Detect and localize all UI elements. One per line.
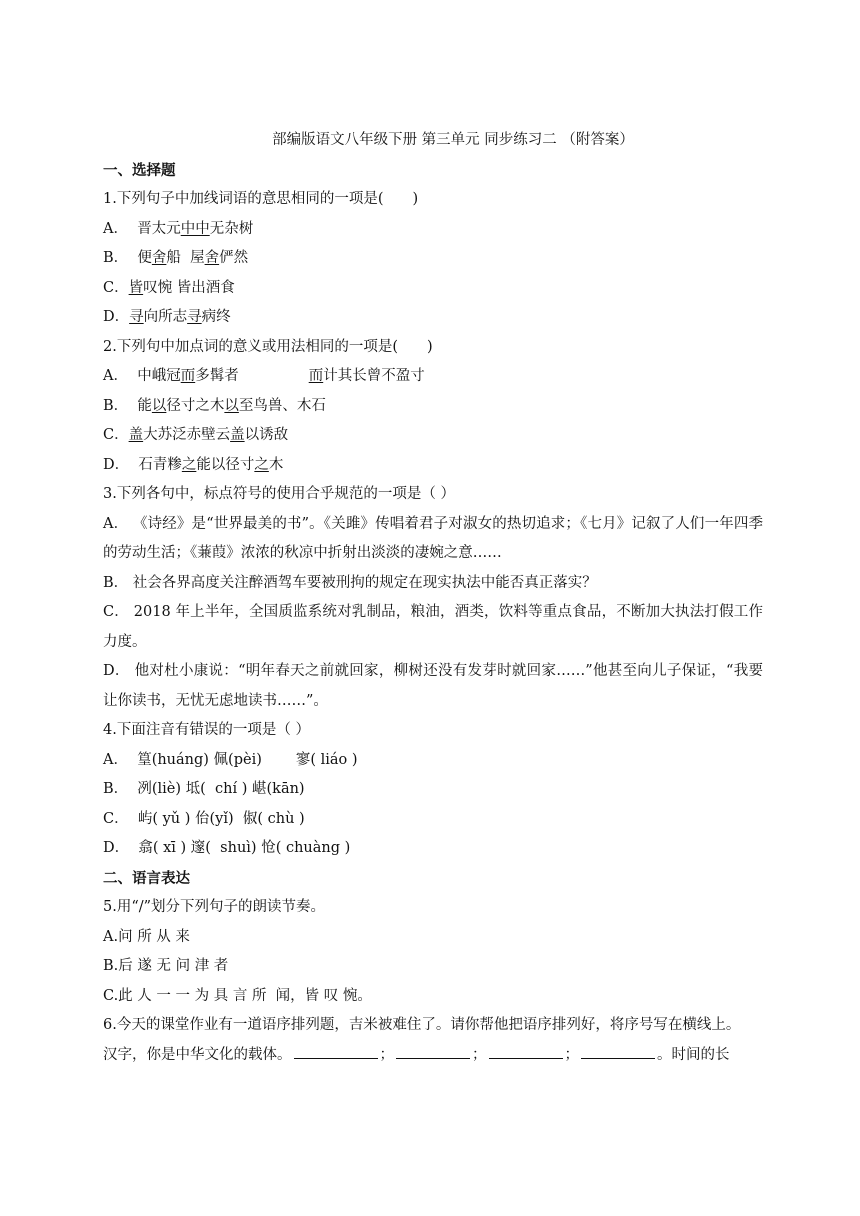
- page-title: 部编版语文八年级下册 第三单元 同步练习二 （附答案）: [272, 132, 634, 148]
- answer-blank-2[interactable]: [396, 1044, 470, 1059]
- question-4-option-c: C． 屿( yǔ ) 佁(yǐ) 俶( chù ): [103, 810, 305, 827]
- question-6-blanks-line: 汉字，你是中华文化的载体。 ； ； ； 。时间的长: [103, 1041, 763, 1071]
- answer-blank-1[interactable]: [294, 1044, 378, 1059]
- question-4-stem: 4.下面注音有错误的一项是（ ）: [103, 722, 310, 738]
- question-6-stem: 6.今天的课堂作业有一道语序排列题，吉米被难住了。请你帮他把语序排列好，将序号写在横线上。: [103, 1017, 741, 1033]
- question-5-item-b: B.后 遂 无 问 津 者: [103, 958, 229, 974]
- question-2-stem: 2.下列句中加点词的意义或用法相同的一项是( ): [103, 338, 433, 355]
- question-5-item-a: A.问 所 从 来: [103, 928, 190, 945]
- question-2-option-d: D． 石青糁之能以径寸之木: [103, 456, 284, 473]
- section-heading-expression: 二、语言表达: [103, 869, 190, 887]
- question-1-option-a: A． 晋太元中中无杂树: [103, 220, 254, 237]
- question-5-stem: 5.用“/”划分下列句子的朗读节奏。: [103, 899, 326, 915]
- question-3-option-c: C． 2018 年上半年，全国质监系统对乳制品，粮油，酒类，饮料等重点食品，不断加大执法打假工作力度。: [103, 604, 763, 650]
- question-4-option-b: B． 冽(liè) 坻( chí ) 嵁(kān): [103, 781, 305, 797]
- question-1-stem: 1.下列句子中加线词语的意思相同的一项是( ): [103, 191, 419, 207]
- question-3-stem: 3.下列各句中，标点符号的使用合乎规范的一项是（ ）: [103, 486, 455, 502]
- question-4-option-a: A． 篁(huáng) 佩(pèi) 寥( liáo ): [103, 751, 358, 768]
- question-3-option-b: B． 社会各界高度关注醉酒驾车要被刑拘的规定在现实执法中能否真正落实？: [103, 574, 597, 591]
- question-2-option-c: C．盖大苏泛赤壁云盖以诱敌: [103, 427, 289, 443]
- section-heading-choice: 一、选择题: [103, 161, 176, 179]
- document-page: [103, 126, 763, 1070]
- question-5-item-c: C.此 人 一 一 为 具 言 所 闻，皆 叹 惋。: [103, 987, 372, 1004]
- answer-blank-3[interactable]: [489, 1044, 563, 1059]
- question-4-option-d: D． 翕( xī ) 邃( shuì) 怆( chuàng ): [103, 840, 351, 856]
- question-1-option-c: C．皆叹惋 皆出酒食: [103, 279, 235, 296]
- question-1-option-d: D．寻向所志寻病终: [103, 309, 231, 325]
- question-3-option-d: D． 他对杜小康说：“明年春天之前就回家，柳树还没有发芽时就回家……”他甚至向儿子保证，“我要让你读书，无忧无虑地读书……”。: [103, 663, 763, 709]
- question-1-option-b: B． 便舍船 屋舍俨然: [103, 250, 249, 266]
- question-2-option-b: B． 能以径寸之木以至鸟兽、木石: [103, 397, 326, 414]
- answer-blank-4[interactable]: [581, 1044, 655, 1059]
- question-2-option-a: A． 中峨冠而多髯者 而计其长曾不盈寸: [103, 368, 425, 384]
- question-3-option-a: A． 《诗经》是“世界最美的书”。《关雎》传唱着君子对淑女的热切追求；《七月》记叙了人们一年四季的劳动生活；《蒹葭》浓浓的秋凉中折射出淡淡的凄婉之意……: [103, 515, 763, 561]
